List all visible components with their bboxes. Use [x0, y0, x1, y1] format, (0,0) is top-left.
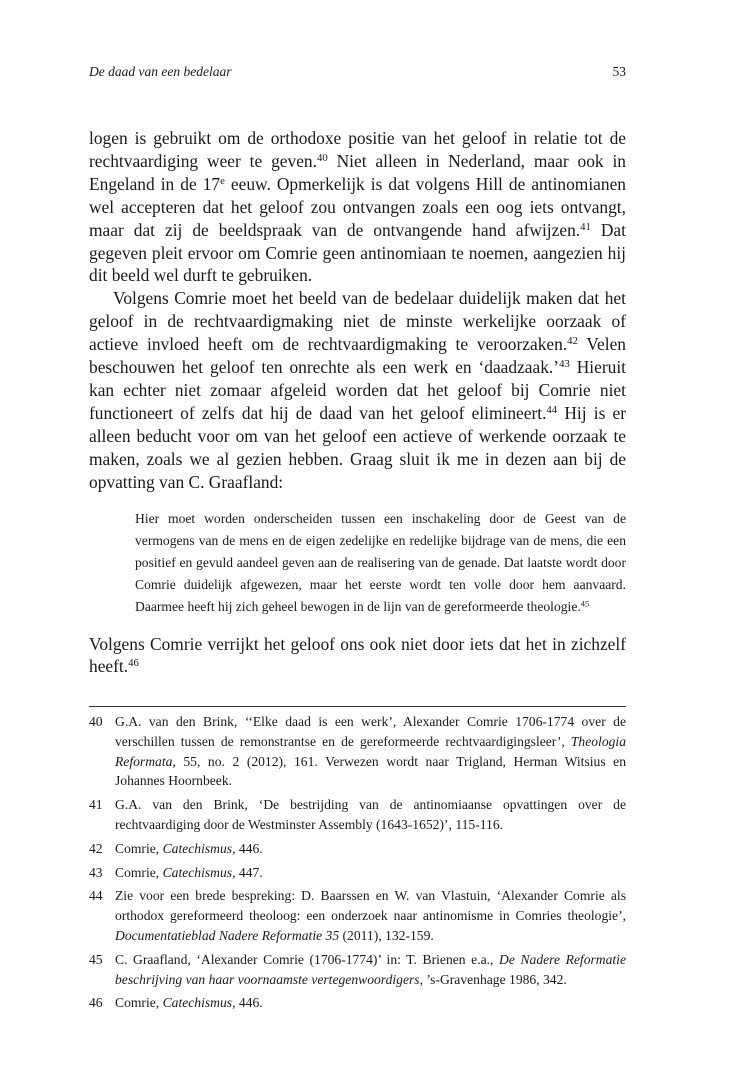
footnote-ref-42[interactable]: 42: [567, 335, 578, 348]
body-text: [89, 127, 626, 678]
footnote-number: 42: [89, 840, 103, 856]
footnote-43: [89, 863, 626, 883]
footnote-number: 46: [89, 995, 103, 1011]
footnote-number: 40: [89, 714, 103, 729]
footnote-number: 44: [89, 888, 103, 904]
running-title: De daad van een bedelaar: [89, 64, 232, 79]
paragraph-1: logen is gebruikt om de orthodoxe positie van het geloof in relatie tot de rechtvaardiging weer te geven.$^{40}$ Niet alleen in Nederland, maar ook in Engeland in de 17e eeuw. Opmerkelijk is dat volgens Hill de antinomianen wel accepteren dat het geloof zou ontvangen zoals een oog iets ontvangt, maar dat zij de beeldspraak van de ontvangende hand afwijzen.$^{41}$ Dat gegeven pleit ervoor om Comrie geen antinomiaan te noemen, aangezien hij dit beeld wel durft te gebruiken.: [89, 128, 626, 286]
footnote-41: [89, 795, 626, 835]
footnote-text: C. Graafland, ‘Alexander Comrie (1706-1774)’ in: T. Brienen e.a., De Nadere Reformatie beschrijving van haar voornaamste vertegenwoordigers, ’s-Gravenhage 1986, 342.: [115, 951, 626, 987]
footnote-46: [89, 993, 626, 1013]
footnote-text: Comrie, Catechismus, 446.: [115, 995, 263, 1011]
footnote-number: 41: [89, 797, 103, 813]
footnote-text: Zie voor een brede bespreking: D. Baarssen en W. van Vlastuin, ‘Alexander Comrie als orthodox gereformeerd theoloog: een onderzoek naar antinomisme in Comries theologie’, Documentatieblad Nadere Reformatie 35 (2011), 132-159.: [115, 888, 626, 943]
footnote-text: G.A. van den Brink, ‘‘Elke daad is een werk’, Alexander Comrie 1706-1774 over de verschillen tussen de remonstrantse en de gereformeerde rechtvaardigingsleer’, Theologia Reformata, 55, no. 2 (2012), 161. Verwezen wordt naar Trigland, Herman Witsius en Johannes Hoornbeek.: [115, 714, 626, 789]
footnote-40: [89, 712, 626, 791]
footnote-ref-46[interactable]: 46: [128, 657, 139, 670]
footnote-ref-44[interactable]: 44: [546, 403, 558, 416]
footnote-45: [89, 950, 626, 990]
footnote-ref-45[interactable]: 45: [580, 598, 590, 609]
footnote-42: [89, 839, 626, 859]
footnote-44: [89, 886, 626, 945]
paragraph-2: Volgens Comrie moet het beeld van de bedelaar duidelijk maken dat het geloof in de rechtvaardigmaking niet de minste werkelijke oorzaak of actieve invloed heeft om de rechtvaardigmaking te veroorzaken.$^{42}$ Velen beschouwen het geloof ten onrechte als een werk en ‘daadzaak.’$^{43}$ Hieruit kan echter niet zomaar afgeleid worden dat het geloof bij Comrie niet functioneert of zelfs dat hij de daad van het geloof elimineert.$^{44}$ Hij is er alleen beducht voor om van het geloof een actieve of werkende oorzaak te maken, zoals we al gezien hebben. Graag sluit ik me in dezen aan bij de opvatting van C. Graafland:: [89, 288, 627, 492]
footnote-ref-43[interactable]: 43: [559, 358, 570, 371]
footnote-text: Comrie, Catechismus, 447.: [115, 864, 263, 880]
superscript-e: e: [220, 174, 225, 187]
footnote-text: Comrie, Catechismus, 446.: [115, 840, 263, 856]
footnote-text: G.A. van den Brink, ‘De bestrijding van de antinomiaanse opvattingen over de rechtvaardiging door de Westminster Assembly (1643-1652)’, 115-116.: [115, 797, 626, 832]
page-number: 53: [612, 64, 626, 79]
footnote-ref-41[interactable]: 41: [580, 220, 591, 233]
block-quote: Hier moet worden onderscheiden tussen een inschakeling door de Geest van de vermogens van de mens en de eigen zedelijke en redelijke bijdrage van de mens, die een positief en gevuld aandeel geven aan de realisering van de genade. Dat laatste wordt door Comrie duidelijk afgewezen, maar het eerste wordt ten volle door hem aanvaard. Daarmee heeft hij zich geheel bewogen in de lijn van de gereformeerde theologie.$^{45}$: [135, 510, 626, 615]
footnotes: [89, 712, 626, 1017]
footnote-number: 45: [89, 951, 103, 967]
footnote-ref-40[interactable]: 40: [316, 151, 328, 164]
footnote-rule: [89, 706, 626, 707]
paragraph-3: Volgens Comrie verrijkt het geloof ons ook niet door iets dat het in zichzelf heeft.$^{46}$: [89, 633, 626, 677]
running-head: [89, 64, 626, 80]
footnote-number: 43: [89, 864, 103, 880]
